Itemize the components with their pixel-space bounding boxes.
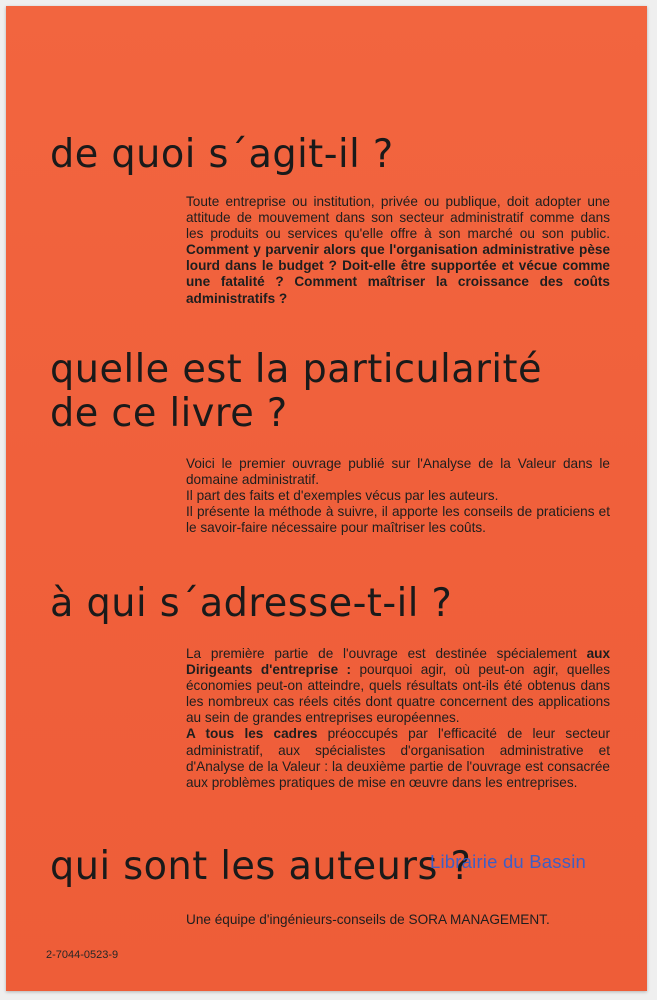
book-back-cover [6,6,647,991]
section-text-authors: Une équipe d'ingénieurs-conseils de SORA MANAGEMENT. [186,912,550,927]
what-is-it-bold-questions: Comment y parvenir alors que l'organisation administrative pèse lourd dans le budget ? Doit-elle être supportée et vécue comme une fatalité ? Comment maîtriser la croissance des coûts administratifs ? [186,242,610,306]
bookstore-watermark: Librairie du Bassin [430,851,586,872]
section-heading-what-is-it: de quoi s´agit-il ? [50,132,394,177]
section-text-particularity [186,456,610,536]
what-is-it-normal-text: Toute entreprise ou institution, privée ou publique, doit adopter une attitude de mouvement dans son secteur administratif comme dans les produits ou services qu'elle offre à son marché ou son public. [186,194,610,242]
particularity-text-line-1: Voici le premier ouvrage publié sur l'Analyse de la Valeur dans le domaine administratif. [186,456,610,488]
audience-intro: La première partie de l'ouvrage est destinée spécialement [186,646,577,661]
audience-managers-text: préoccupés par l'efficacité de leur secteur administratif, aux spécialistes d'organisation administrative et d'Analyse de la Valeur : la deuxième partie de l'ouvrage est consacrée aux problèmes pratiques de mise en œuvre dans les entreprises. [186,726,610,790]
audience-executives-text: pourquoi agir, où peut-on agir, quelles économies peut-on atteindre, quels résultats ont-ils été obtenus dans les nombreux cas réels cités dont quatre concernent des applications au sein de grandes entreprises européennes. [186,662,611,726]
particularity-heading-line-1: quelle est la particularité [50,347,542,392]
section-heading-audience: à qui s´adresse-t-il ? [50,581,453,626]
audience-bold-managers: A tous les cadres [186,726,318,742]
particularity-heading-line-2: de ce livre ? [50,391,288,437]
audience-bold-executives: aux Dirigeants d'entreprise : [186,646,611,678]
section-heading-authors: qui sont les auteurs ? [50,844,472,889]
section-text-what-is-it [186,194,610,307]
section-heading-particularity [50,348,542,437]
particularity-text-line-3: Il présente la méthode à suivre, il apporte les conseils de praticiens et le savoir-faire nécessaire pour maîtriser les coûts. [186,504,610,536]
section-text-audience [186,646,610,791]
isbn-number: 2-7044-0523-9 [46,949,119,961]
particularity-text-line-2: Il part des faits et d'exemples vécus par les auteurs. [186,488,499,504]
